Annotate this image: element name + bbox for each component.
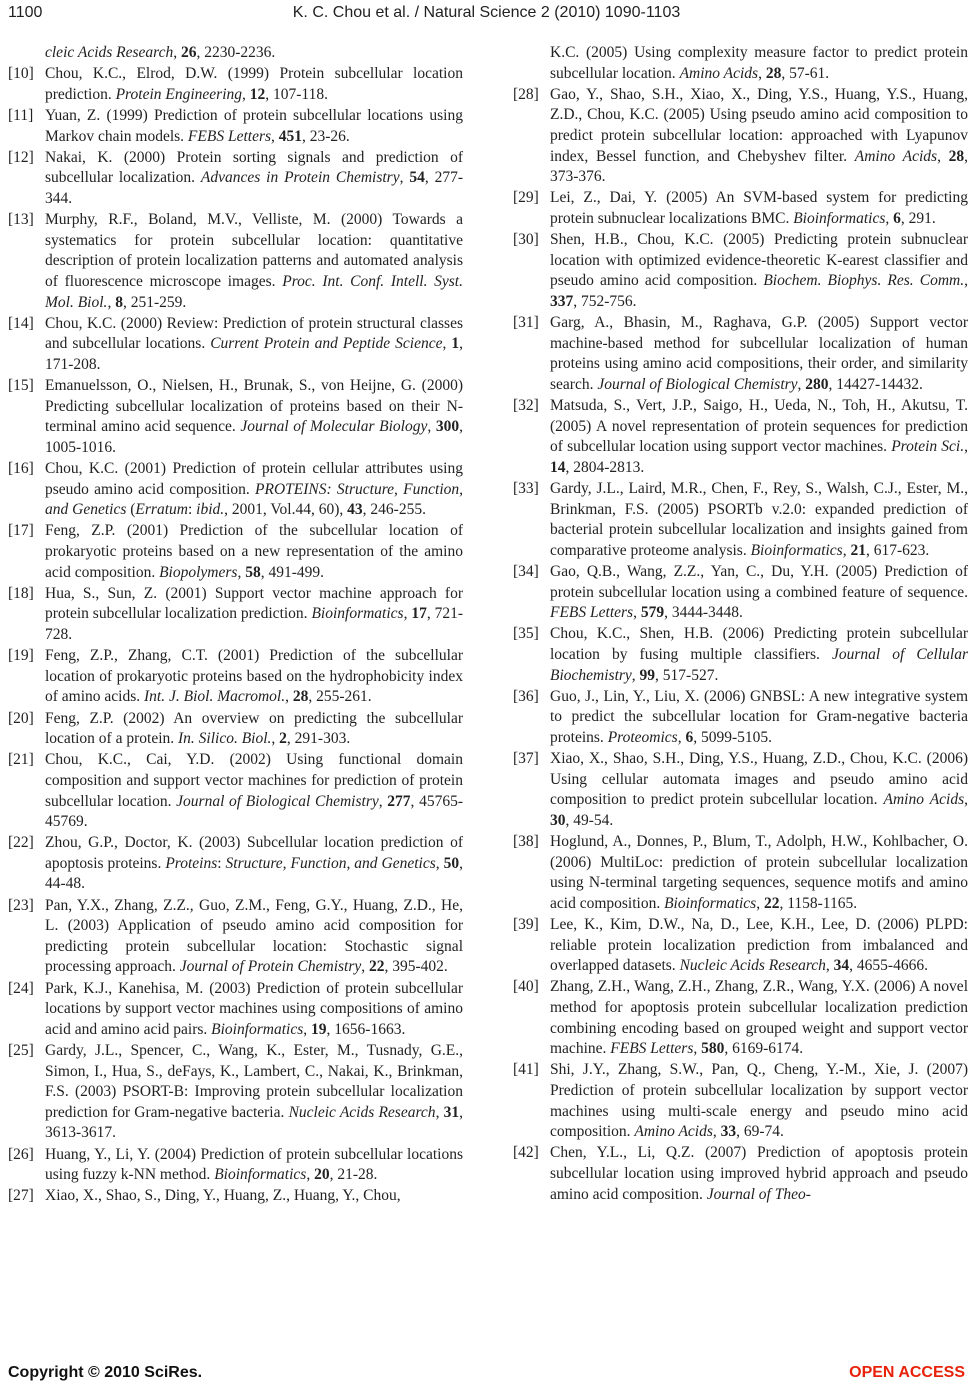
volume-number: 50 [443,854,460,872]
reference-text: , 491-499. [260,563,324,581]
reference-body [45,979,463,1041]
reference-number: [38] [513,833,539,851]
reference-entry [513,562,968,624]
reference-text: ( [126,501,136,519]
volume-number: 277 [387,792,411,810]
reference-body [45,1186,463,1207]
volume-number: 30 [550,811,566,829]
reference-text: , 373-376. [550,147,969,186]
reference-body [550,624,968,686]
reference-body [550,687,968,749]
italic-text: Protein Sci. [891,438,965,456]
reference-text: Huang, Y., Li, Y. (2004) Prediction of protein subcellular locations using fuzzy k-NN method. [45,1145,463,1184]
reference-text: , [435,854,444,872]
reference-text: , 517-527. [655,666,719,684]
volume-number: 580 [701,1040,725,1058]
reference-body [45,1041,463,1144]
reference-text: , 2001, Vol.44, 60), [224,501,348,519]
volume-number: 21 [850,541,866,559]
left-column [8,43,463,1208]
volume-number: 33 [720,1123,737,1141]
reference-text: Pan, Y.X., Zhang, Z.Z., Guo, Z.M., Feng, G.Y., Huang, Z.D., He, L. (2003) Application of pseudo amino acid composition for predicting protein subcellular location: Stochastic signal processing approach. [45,896,463,976]
volume-number: 1 [451,335,460,353]
reference-text: , 3613-3617. [45,1103,464,1142]
reference-entry [8,376,463,458]
reference-body [550,313,968,395]
reference-text: Hua, S., Sun, Z. (2001) Support vector machine approach for protein subcellular localization prediction. [45,584,463,623]
italic-text: Amino Acids [679,64,759,82]
reference-body [45,584,463,646]
reference-number: [11] [8,106,34,124]
reference-number: [33] [513,480,539,498]
reference-entry [513,396,968,478]
volume-number: 451 [278,127,303,145]
reference-text: , 752-756. [573,292,637,310]
reference-text: , 107-118. [265,85,328,103]
reference-text: , 277-344. [45,169,463,207]
volume-number: 579 [640,604,665,622]
reference-entry [8,459,463,521]
reference-number: [20] [8,709,34,727]
reference-entry [513,749,968,831]
reference-text: , [306,1166,315,1184]
reference-text: , [964,791,969,809]
reference-number: [26] [8,1145,34,1163]
reference-body [550,85,968,188]
reference-body [45,646,463,708]
reference-number: [29] [513,189,539,207]
italic-text: FEBS Letters [610,1040,694,1058]
reference-text: , [271,127,279,145]
reference-number: [23] [8,896,34,914]
reference-text: , 69-74. [736,1123,784,1141]
reference-entry [513,624,968,686]
volume-number: 22 [369,958,385,976]
reference-text: , 4655-4666. [849,957,928,975]
italic-text: Bioinformatics [311,605,404,623]
reference-number: [41] [513,1061,539,1079]
reference-text: , 246-255. [362,501,426,519]
italic-text: Amino Acids [634,1123,713,1141]
italic-text: Biochem. Biophys. Res. Comm. [763,272,965,290]
reference-text: , 251-259. [122,293,187,311]
italic-text: Journal of Biological Chemistry [597,375,798,393]
reference-text: , [285,688,293,706]
reference-number: [31] [513,314,539,332]
reference-continuation [8,43,463,64]
running-title: K. C. Chou et al. / Natural Science 2 (2010) 1090-1103 [292,4,681,21]
italic-text: Proteomics [607,728,678,746]
reference-text: Chou, K.C. (2000) Review: Prediction of protein structural classes and subcellular locations. [45,314,463,353]
reference-text: , [361,958,370,976]
italic-text: Journal of Protein Chemistry [179,958,362,976]
volume-number: 28 [948,147,965,165]
reference-text: , [842,541,851,559]
volume-number: 17 [411,605,427,623]
volume-number: 28 [292,688,309,706]
reference-entry [513,1143,968,1205]
reference-text: , 14427-14432. [828,375,923,393]
reference-text: Chen, Y.L., Li, Q.Z. (2007) Prediction of apoptosis protein subcellular location using improved hybrid approach and pseudo amino acid composition. [550,1144,968,1203]
reference-entry [513,85,968,188]
reference-text: Feng, Z.P., Zhang, C.T. (2001) Prediction of the subcellular location of prokaryotic proteins based on the hydrophobicity index of amino acids. [45,647,463,706]
reference-text: , [937,147,949,165]
italic-text: Erratum [135,501,188,519]
reference-entry [8,1041,463,1144]
reference-body [45,833,463,895]
reference-text: , 45765-45769. [45,792,463,831]
reference-number: [19] [8,647,34,665]
italic-text: FEBS Letters [187,127,272,145]
reference-number: [18] [8,584,34,602]
reference-body [550,230,968,312]
volume-number: 20 [314,1166,330,1184]
italic-text: Proteins [165,854,218,872]
reference-entry [8,896,463,978]
reference-number: [39] [513,916,539,934]
reference-entry [513,977,968,1059]
volume-number: 19 [311,1020,327,1038]
italic-text: Bioinformatics [214,1166,307,1184]
reference-text: , [964,438,968,456]
reference-body [45,459,463,521]
reference-text: , 2804-2813. [565,458,645,476]
reference-text: Lei, Z., Dai, Y. (2005) An SVM-based system for predicting protein subnuclear localizations BMC. [550,189,968,227]
reference-text: , 2230-2236. [196,44,276,61]
copyright-notice: Copyright © 2010 SciRes. [8,1364,203,1381]
reference-body [45,521,463,583]
reference-body [550,1060,968,1142]
reference-number: [25] [8,1042,34,1059]
reference-text: Shi, J.Y., Zhang, S.W., Pan, Q., Cheng, Y.-M., Xie, J. (2007) Prediction of protein subcellular localization by support vector machines using multi-scale energy and pseudo mino acid composition. [550,1061,968,1141]
volume-number: 99 [639,666,656,684]
reference-body [550,562,968,624]
reference-text: , [964,272,968,290]
reference-text: Xiao, X., Shao, S.H., Ding, Y.S., Huang, Z.D., Chou, K.C. (2006) Using cellular automata images and pseudo amino acid composition to predict protein subcellular location. [550,750,968,809]
reference-body [45,210,463,313]
reference-body [550,1143,968,1205]
reference-number: [28] [513,85,539,103]
reference-number: [12] [8,148,34,166]
reference-entry [8,148,463,210]
reference-number: [34] [513,563,539,580]
reference-entry [8,584,463,646]
reference-text: Xiao, X., Shao, S., Ding, Y., Huang, Z., Huang, Y., Chou, [45,1187,401,1205]
reference-entry [8,750,463,832]
reference-entry [513,832,968,914]
reference-text: , [633,604,641,622]
page-footer [0,1360,973,1388]
volume-number: 337 [550,292,574,310]
reference-entry [8,314,463,376]
italic-text: Int. J. Biol. Macromol. [144,688,286,706]
reference-text: Shen, H.B., Chou, K.C. (2005) Predicting protein subnuclear location with optimized evidence-theoretic K-earest classifier and pseudo amino acid composition. [550,231,968,290]
volume-number: 26 [181,44,197,61]
italic-text: Proc. Int. Conf. Intell. Syst. Mol. Biol. [45,272,463,311]
reference-number: [17] [8,522,34,540]
reference-text: , [242,85,250,103]
reference-text: Yuan, Z. (1999) Prediction of protein subcellular locations using Markov chain models. [45,106,463,145]
reference-text: , [378,792,388,810]
reference-text: , 3444-3448. [664,604,743,622]
reference-text: , [885,209,894,227]
italic-text: Amino Acids [883,791,965,809]
reference-text: Gao, Q.B., Wang, Z.Z., Yan, C., Du, Y.H. (2005) Prediction of protein subcellular location using a combined feature of sequence. [550,563,968,601]
reference-body [550,396,968,478]
italic-text: Bioinformatics [793,209,886,227]
reference-text: Chou, K.C., Cai, Y.D. (2002) Using functional domain composition and support vector machines for prediction of protein subcellular location. [45,751,463,810]
reference-number: [24] [8,979,34,997]
italic-text: In. Silico. Biol. [178,730,272,748]
reference-text: Hoglund, A., Donnes, P., Blum, T., Adolph, H.W., Kohlbacher, O. (2006) MultiLoc: prediction of protein subcellular localization using N-terminal targeting sequences, sequence motifs and amino acid composition. [550,833,968,912]
italic-text: Current Protein and Peptide Science [210,335,443,353]
volume-number: 43 [347,501,363,519]
reference-text: Zhang, Z.H., Wang, Z.H., Zhang, Z.R., Wang, Y.X. (2006) A novel method for apoptosis protein subcellular localization prediction combining encoding based on grouped weight and support vector machine. [550,978,968,1058]
reference-text: , 49-54. [565,811,614,829]
reference-body [45,148,463,210]
italic-text: ibid. [196,501,225,519]
volume-number: 22 [763,894,780,912]
reference-text: Zhou, G.P., Doctor, K. (2003) Subcellular location prediction of apoptosis proteins. [45,834,463,872]
reference-number: [16] [8,460,34,478]
reference-text: , [271,730,280,748]
page-number: 1100 [8,4,43,21]
reference-text: , [442,335,452,353]
reference-text: , [173,44,182,61]
reference-entry [513,230,968,312]
reference-text: , [303,1020,312,1038]
italic-text: Protein Engineering [115,85,243,103]
volume-number: 12 [249,85,266,103]
reference-number: [13] [8,211,34,229]
reference-text: , 291-303. [286,730,351,748]
reference-text: , 291. [900,209,936,227]
reference-entry [8,709,463,750]
reference-number: [10] [8,65,34,83]
italic-text: Bioinformatics [211,1020,304,1038]
page-header [0,0,973,32]
reference-entry [513,479,968,561]
volume-number: 28 [765,64,782,82]
reference-entry [513,313,968,395]
reference-number: [36] [513,687,539,705]
reference-text: Lee, K., Kim, D.W., Na, D., Lee, K.H., Lee, D. (2006) PLPD: reliable protein localization prediction from imbalanced and overlapped datasets. [550,916,968,975]
reference-text: : [217,854,226,872]
volume-number: 300 [435,418,460,436]
reference-text: , 6169-6174. [724,1040,804,1058]
reference-text: , 721-728. [45,605,464,643]
reference-text: Nakai, K. (2000) Protein sorting signals and prediction of subcellular localization. [45,148,463,187]
volume-number: 2 [279,730,287,748]
reference-text: , 171-208. [45,335,463,373]
reference-text: , 44-48. [45,854,463,893]
reference-entry [513,915,968,977]
reference-text: K.C. (2005) Using complexity measure factor to predict protein subcellular location. [550,44,968,82]
volume-number: 14 [550,458,566,476]
reference-entry [8,833,463,895]
reference-entry [8,106,463,147]
reference-number: [15] [8,377,34,395]
volume-number: 31 [443,1103,460,1121]
reference-text: : [187,501,197,519]
reference-text: , [712,1123,721,1141]
reference-text: , 395-402. [384,958,448,976]
reference-text: , [435,1103,444,1121]
volume-number: 34 [833,957,850,975]
italic-text: Journal of Theo- [706,1185,811,1203]
reference-text: , 617-623. [865,541,930,559]
italic-text: Journal of Cellular Biochemistry [550,645,968,684]
reference-text: , 5099-5105. [693,728,773,746]
italic-text: Journal of Molecular Biology [240,418,428,436]
reference-body [45,1145,463,1186]
reference-entry [8,521,463,583]
reference-text: , [677,728,686,746]
reference-body [550,188,968,229]
reference-text: Feng, Z.P. (2001) Prediction of the subcellular location of prokaryotic proteins based on a new representation of the amino acid composition. [45,522,463,581]
reference-continuation [513,43,968,84]
reference-text: Chou, K.C. (2001) Prediction of protein cellular attributes using pseudo amino acid composition. [45,460,463,498]
reference-number: [32] [513,397,539,415]
reference-number: [21] [8,751,34,769]
reference-entry [8,646,463,708]
italic-text: Journal of Biological Chemistry [176,792,379,810]
italic-text: Nucleic Acids Research [679,957,826,975]
reference-body [550,479,968,561]
reference-body [550,832,968,914]
volume-number: 58 [245,563,261,581]
reference-entry [8,1186,463,1207]
reference-entry [8,210,463,313]
reference-body [45,709,463,750]
italic-text: PROTEINS: Structure, Function, and Genetics [45,480,464,519]
reference-text: , 1158-1165. [779,894,858,912]
italic-text: Amino Acids [854,147,938,165]
reference-text: Feng, Z.P. (2002) An overview on predicting the subcellular location of a protein. [45,709,463,748]
reference-number: [37] [513,750,539,768]
reference-text: Gardy, J.L., Spencer, C., Wang, K., Ester, M., Tusnady, G.E., Simon, I., Hua, S., deFays, K., Lambert, C., Nakai, K., Brinkman, F.S. (2003) PSORT-B: Improving protein subcellular localization prediction for Gram-negative bacteria. [45,1042,463,1121]
italic-text: Bioinformatics [664,894,757,912]
reference-body [550,915,968,977]
reference-text: , 21-28. [329,1166,378,1184]
reference-entry [8,979,463,1041]
reference-text: , 1656-1663. [326,1020,406,1038]
reference-body [550,749,968,831]
reference-body [45,896,463,978]
reference-text: , 1005-1016. [45,418,463,456]
reference-text: Gao, Y., Shao, S.H., Xiao, X., Ding, Y.S., Huang, Y.S., Huang, Z.D., Chou, K.C. (2005) Using pseudo amino acid composition to predict protein subcellular location: approached with Lyapunov index, Bessel function, and Chebyshev filter. [550,85,968,165]
reference-text: Guo, J., Lin, Y., Liu, X. (2006) GNBSL: A new integrative system to predict the subcellular location for Gram-negative bacteria proteins. [550,687,968,746]
italic-text: Bioinformatics [750,541,843,559]
italic-text: Biopolymers [159,563,238,581]
reference-body [45,314,463,376]
reference-text: , [797,375,806,393]
reference-text: , [693,1040,702,1058]
right-column [513,43,968,1206]
reference-number: [27] [8,1187,34,1205]
reference-text: , [237,563,246,581]
reference-text: Matsuda, S., Vert, J.P., Saigo, H., Ueda, N., Toh, H., Akutsu, T. (2005) A novel representation of protein sequences for prediction of subcellular location using support vector machines. [550,397,968,456]
volume-number: 6 [893,209,901,227]
reference-text: , [399,169,410,187]
reference-text: , [403,605,412,623]
reference-number: [40] [513,978,539,996]
volume-number: 6 [685,728,694,746]
volume-number: 54 [409,169,425,187]
italic-text: Nucleic Acids Research [288,1103,436,1121]
reference-entry [513,687,968,749]
reference-entry [8,1145,463,1186]
reference-body [45,376,463,458]
reference-text: , 23-26. [302,127,350,145]
reference-text: Murphy, R.F., Boland, M.V., Velliste, M. (2000) Towards a systematics for protein subcellular location: quantitative description of protein localization patterns and automated analysis of fluorescence microscope images. [45,211,463,290]
volume-number: 280 [805,375,829,393]
reference-text: , [758,64,766,82]
reference-text: Garg, A., Bhasin, M., Raghava, G.P. (2005) Support vector machine-based method for subcellular localization of human proteins using amino acid compositions, their order, and similarity search. [550,314,968,393]
reference-entry [513,1060,968,1142]
reference-text: Chou, K.C., Shen, H.B. (2006) Predicting protein subcellular location by fusing multiple classifiers. [550,625,968,663]
volume-number: 8 [115,293,123,311]
reference-text: Chou, K.C., Elrod, D.W. (1999) Protein subcellular location prediction. [45,65,463,103]
italic-text: Advances in Protein Chemistry [200,169,400,187]
reference-text: , [427,418,436,436]
reference-text: Park, K.J., Kanehisa, M. (2003) Prediction of protein subcellular locations by support vector machines using compositions of amino acid and amino acid pairs. [45,979,463,1038]
reference-body [550,977,968,1059]
reference-text: , [631,666,640,684]
italic-text: Structure, Function, and Genetics [225,854,436,872]
reference-number: [42] [513,1144,539,1162]
reference-body [45,106,463,147]
reference-text: , 255-261. [308,688,372,706]
reference-text: Emanuelsson, O., Nielsen, H., Brunak, S., von Heijne, G. (2000) Predicting subcellular localization of proteins based on their N-terminal amino acid sequence. [45,377,463,436]
reference-number: [35] [513,625,539,643]
reference-text: , [756,894,764,912]
reference-text: Gardy, J.L., Laird, M.R., Chen, F., Rey, S., Walsh, C.J., Ester, M., Brinkman, F.S. (2005) PSORTb v.2.0: expanded prediction of bacterial protein subcellular localization and insights gained from comparative proteome analysis. [550,480,968,559]
italic-text: cleic Acids Research [45,44,174,61]
reference-number: [14] [8,314,34,332]
reference-number: [30] [513,231,539,249]
reference-entry [513,188,968,229]
reference-text: , [825,957,834,975]
italic-text: FEBS Letters [550,604,634,622]
reference-entry [8,64,463,105]
reference-number: [22] [8,834,34,852]
reference-body [45,64,463,105]
open-access-label: OPEN ACCESS [849,1364,965,1381]
reference-text: , 57-61. [781,64,830,82]
reference-text: , [107,293,116,311]
reference-body [45,750,463,832]
